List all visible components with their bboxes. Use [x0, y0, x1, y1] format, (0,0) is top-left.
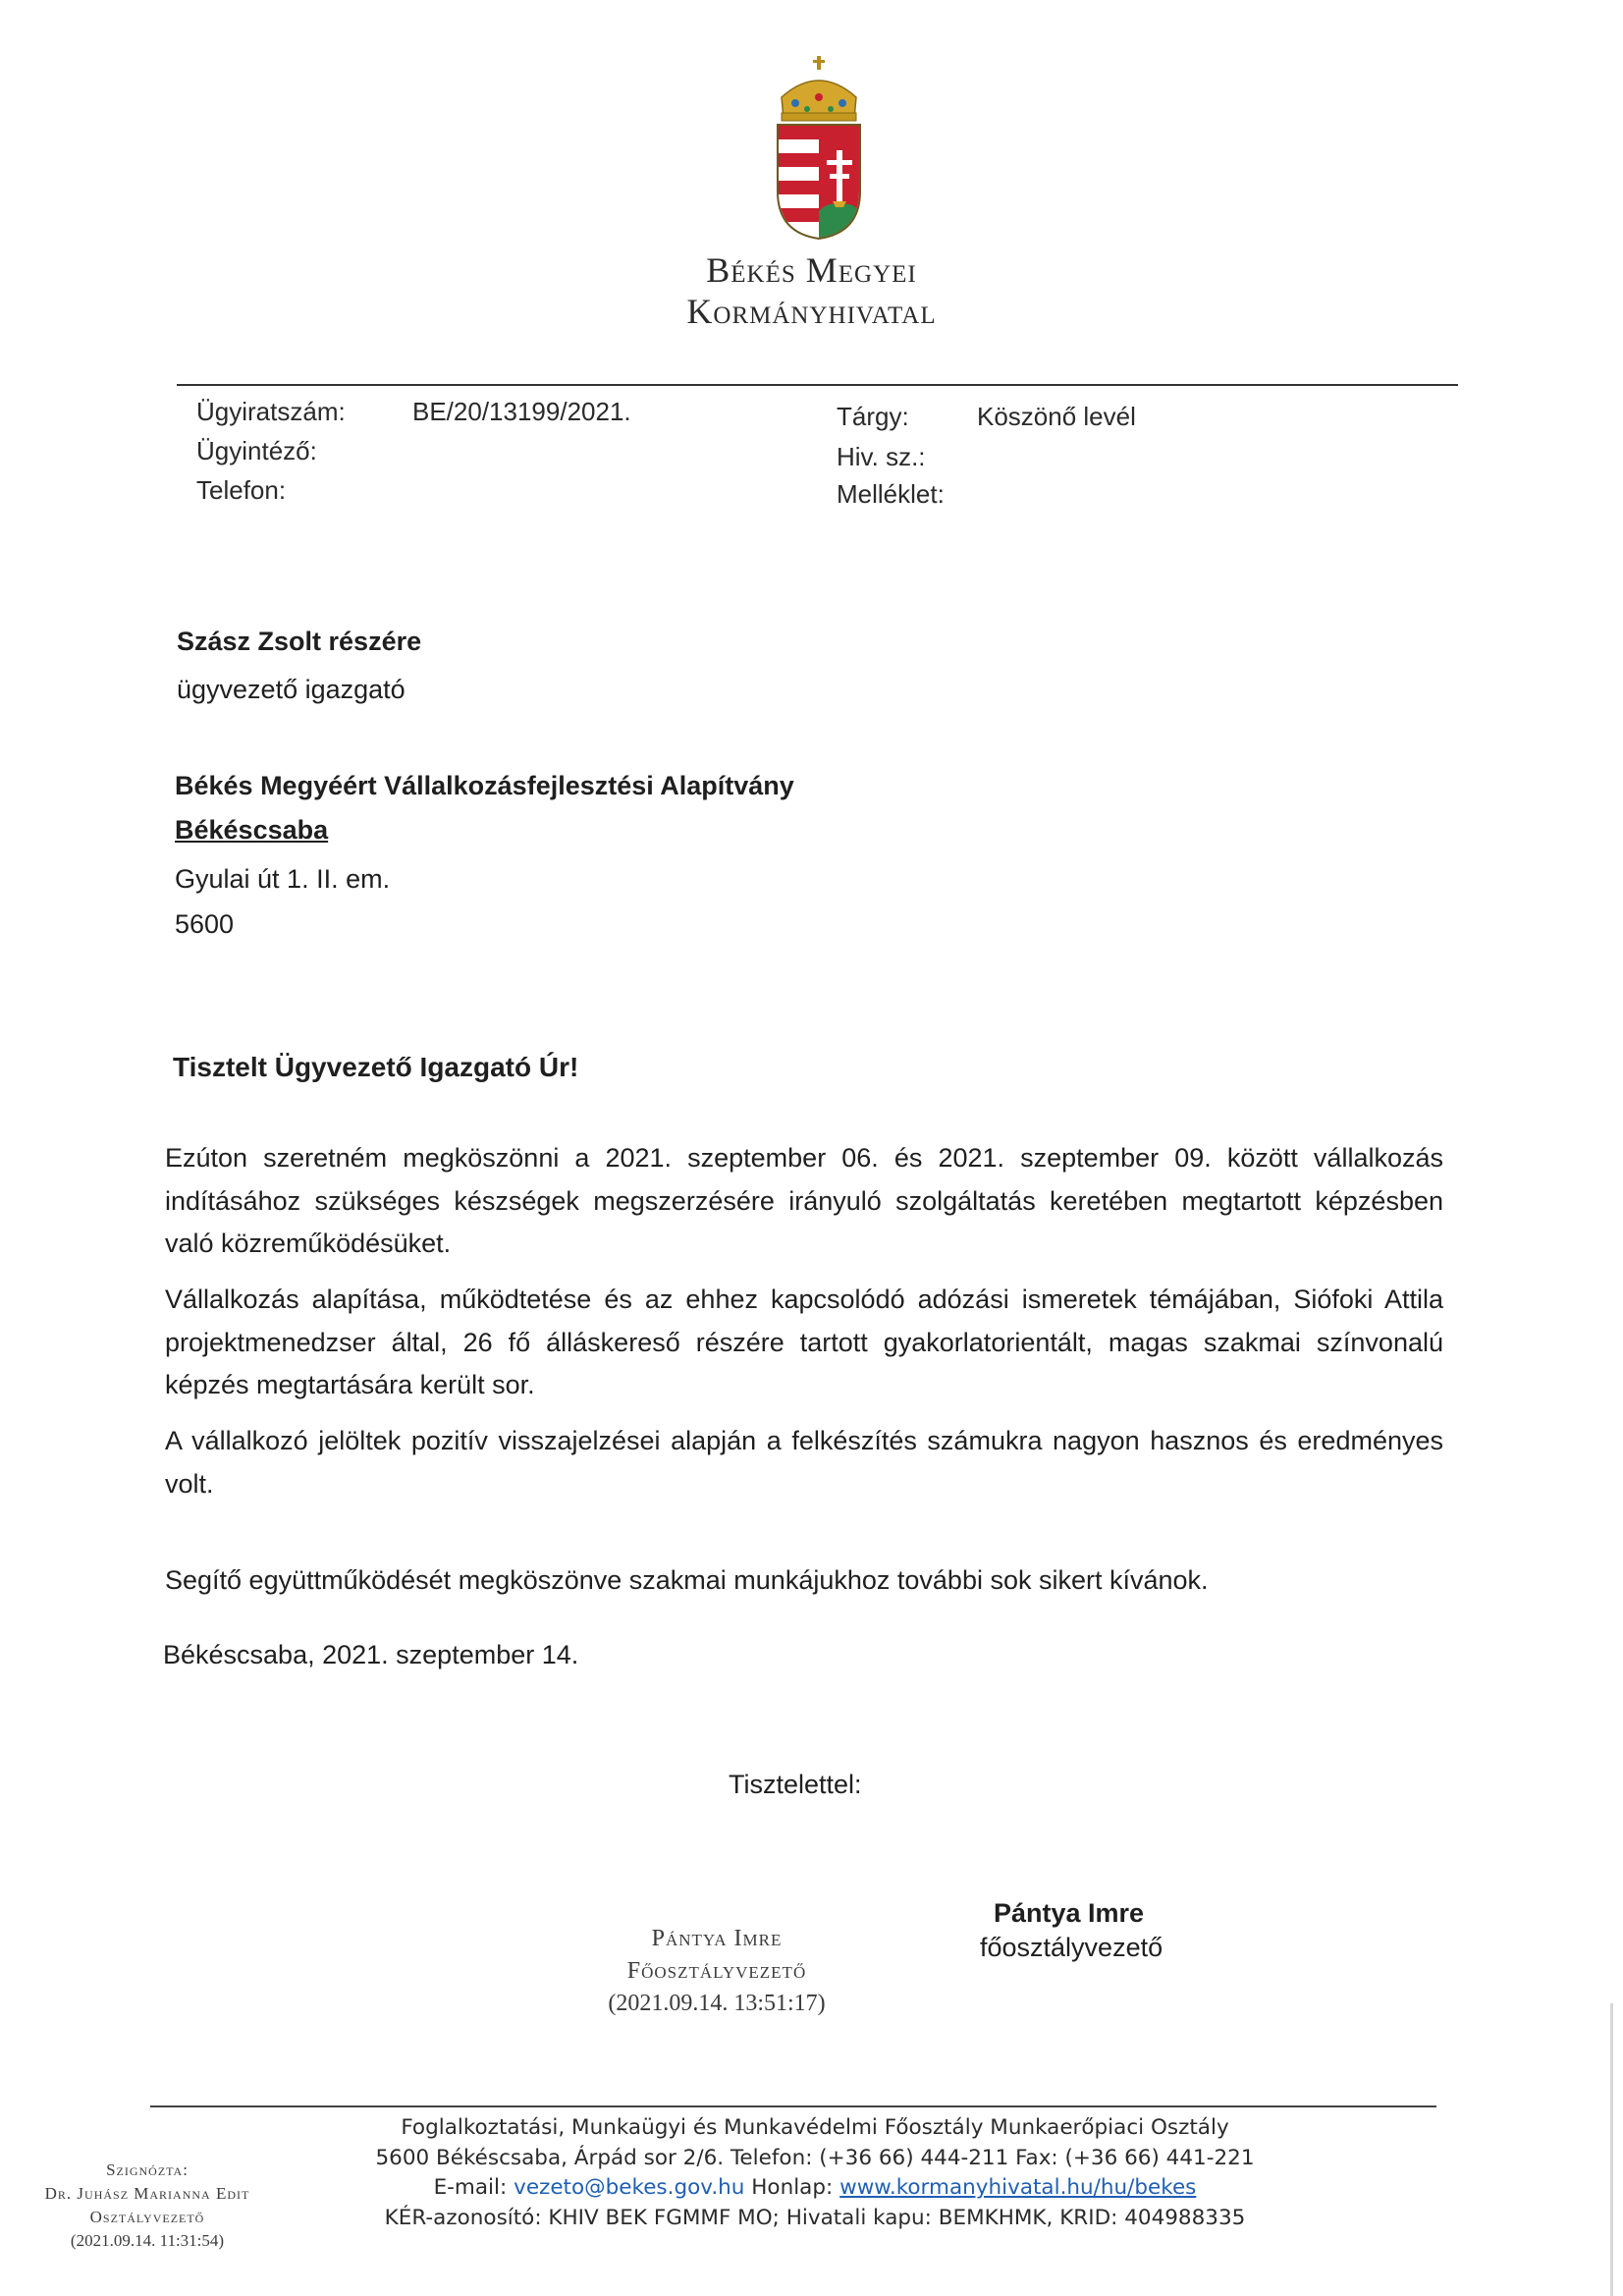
header-divider — [177, 384, 1458, 386]
stamp-title: Főosztályvezető — [626, 1958, 807, 1984]
case-number-value: BE/20/13199/2021. — [412, 397, 631, 426]
body-paragraph-2: Vállalkozás alapítása, működtetése és az ehhez kapcsolódó adózási ismeretek témájában, Siófoki Attila projektmenedzser által, 26 fő álláskereső részére tartott gyakorlatorientált, magas szakmai színvonalú képzés megtartására került sor. — [165, 1285, 1443, 1399]
recipient-organization: Békés Megyéért Vállalkozásfejlesztési Alapítvány — [175, 771, 794, 800]
recipient-city: Békéscsaba — [175, 815, 329, 845]
stamp-name: Pántya Imre — [651, 1926, 783, 1951]
signer-title: főosztályvezető — [980, 1933, 1163, 1962]
web-label: Honlap: — [751, 2175, 834, 2200]
recipient-name: Szász Zsolt részére — [177, 627, 422, 656]
electronic-signature-stamp — [550, 1923, 884, 2020]
countersign-time: (2021.09.14. 11:31:54) — [70, 2231, 225, 2250]
case-number-label: Ügyiratszám: — [196, 397, 346, 426]
body-paragraph-3: A vállalkozó jelöltek pozitív visszajelzései alapján a felkészítés számukra nagyon hasznos és eredményes volt. — [165, 1426, 1443, 1499]
subject-value: Köszönő levél — [977, 402, 1136, 431]
footer-department: Foglalkoztatási, Munkaügyi és Munkavédelmi Főosztály Munkaerőpiaci Osztály — [401, 2115, 1229, 2140]
org-name-line2: Kormányhivatal — [686, 292, 937, 331]
scan-edge-shadow — [1610, 2003, 1613, 2296]
phone-label: Telefon: — [196, 475, 287, 505]
email-label: E-mail: — [433, 2175, 508, 2200]
body-paragraph-4: Segítő együttműködését megköszönve szakmai munkájukhoz további sok sikert kívánok. — [165, 1565, 1209, 1595]
reference-label: Hiv. sz.: — [837, 442, 926, 471]
org-name-line1: Békés Megyei — [706, 250, 917, 290]
stamp-time: (2021.09.14. 13:51:17) — [608, 1991, 826, 2016]
place-date: Békéscsaba, 2021. szeptember 14. — [163, 1640, 579, 1669]
closing: Tisztelettel: — [729, 1770, 862, 1799]
countersign-name: Dr. Juhász Marianna Edit — [44, 2184, 250, 2203]
footer-identifiers: KÉR-azonosító: KHIV BEK FGMMF MO; Hivatali kapu: BEMKHMK, KRID: 404988335 — [384, 2205, 1246, 2230]
body-paragraph-1: Ezúton szeretném megköszönni a 2021. szeptember 06. és 2021. szeptember 09. között vállalkozás indításához szükséges készségek megszerzésére irányuló szolgáltatás keretében megtartott képzésben való közreműködésüket. — [165, 1143, 1443, 1258]
signer-name: Pántya Imre — [994, 1898, 1145, 1928]
countersign-label: Szignózta: — [106, 2160, 189, 2179]
subject-label: Tárgy: — [837, 402, 909, 431]
footer-address: 5600 Békéscsaba, Árpád sor 2/6. Telefon: (+36 66) 444-211 Fax: (+36 66) 441-221 — [375, 2145, 1255, 2170]
recipient-zip: 5600 — [175, 909, 235, 939]
attachment-label: Melléklet: — [837, 479, 945, 509]
handler-label: Ügyintéző: — [196, 436, 317, 465]
salutation: Tisztelt Ügyvezető Igazgató Úr! — [173, 1052, 579, 1082]
recipient-title: ügyvezető igazgató — [177, 675, 406, 704]
website-link[interactable]: www.kormanyhivatal.hu/hu/bekes — [839, 2175, 1197, 2200]
countersign-title: Osztályvezető — [89, 2208, 205, 2226]
footer-contact — [324, 2173, 1306, 2204]
recipient-street: Gyulai út 1. II. em. — [175, 864, 391, 894]
email-link[interactable]: vezeto@bekes.gov.hu — [514, 2175, 745, 2200]
footer-divider — [150, 2105, 1436, 2107]
footer-block — [324, 2113, 1306, 2233]
countersign-stamp — [0, 2159, 295, 2253]
coat-of-arms-emblem — [772, 54, 866, 241]
